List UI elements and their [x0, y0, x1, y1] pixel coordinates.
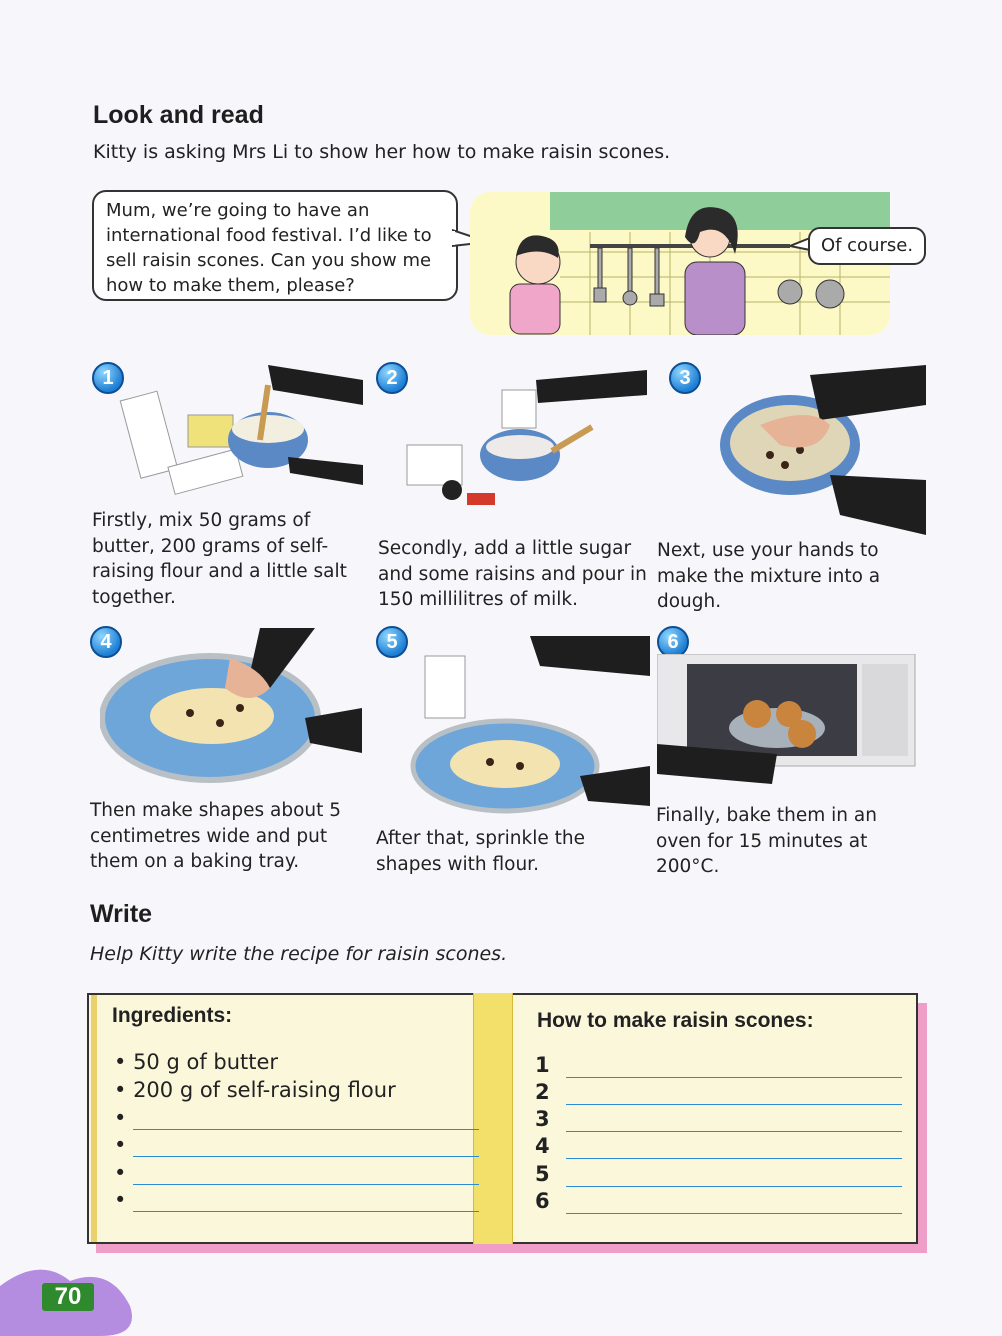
method-number-2: 2	[535, 1080, 550, 1104]
step-badge-4: 4	[90, 626, 122, 658]
ingredient-text-1: 50 g of butter	[133, 1050, 279, 1074]
recipe-left-strip	[91, 995, 97, 1242]
step-3-caption: Next, use your hands to make the mixture into a dough.	[657, 540, 881, 612]
method-answer-line-1[interactable]	[566, 1077, 902, 1078]
intro-text: Kitty is asking Mrs Li to show her how to make raisin scones.	[93, 141, 671, 163]
page-number: 70	[42, 1283, 94, 1311]
write-instruction: Help Kitty write the recipe for raisin scones.	[90, 943, 508, 965]
ingredient-answer-line-6[interactable]	[133, 1211, 479, 1212]
method-answer-line-3[interactable]	[566, 1131, 902, 1132]
ingredient-bullet-6: •	[114, 1188, 127, 1212]
method-number-4: 4	[535, 1134, 550, 1158]
ingredient-item-2: • 200 g of self-raising flour	[114, 1078, 396, 1102]
ingredient-answer-line-3[interactable]	[133, 1129, 479, 1130]
method-number-5: 5	[535, 1162, 550, 1186]
ingredient-bullet-3: •	[114, 1106, 127, 1130]
step-4-photo-shaping	[100, 628, 362, 798]
method-number-6: 6	[535, 1189, 550, 1213]
recipe-divider	[473, 993, 513, 1244]
step-badge-5: 5	[376, 626, 408, 658]
step-5-caption: After that, sprinkle the shapes with flour.	[376, 828, 585, 875]
method-number-3: 3	[535, 1107, 550, 1131]
step-badge-2: 2	[376, 362, 408, 394]
step-badge-3: 3	[669, 362, 701, 394]
step-5-photo-sprinkling	[410, 636, 650, 816]
step-6-caption: Finally, bake them in an oven for 15 minutes at 200°C.	[656, 805, 877, 877]
section-title-write: Write	[90, 900, 153, 928]
method-number-1: 1	[535, 1053, 550, 1077]
method-answer-line-2[interactable]	[566, 1104, 902, 1105]
step-badge-1: 1	[92, 362, 124, 394]
mum-speech-bubble: Of course.	[808, 227, 926, 265]
step-2-photo-adding	[402, 365, 647, 505]
ingredient-item-1: • 50 g of butter	[114, 1050, 279, 1074]
method-answer-line-4[interactable]	[566, 1158, 902, 1159]
method-answer-line-5[interactable]	[566, 1186, 902, 1187]
ingredient-answer-line-4[interactable]	[133, 1156, 479, 1157]
ingredient-answer-line-5[interactable]	[133, 1184, 479, 1185]
step-6-photo-oven	[657, 654, 917, 794]
ingredient-bullet-4: •	[114, 1133, 127, 1157]
section-title-look-and-read: Look and read	[93, 101, 264, 129]
step-4-caption: Then make shapes about 5 centimetres wide and put them on a baking tray.	[90, 800, 342, 872]
kitty-speech-bubble: Mum, we’re going to have an international food festival. I’d like to sell raisin scones. Can you show me how to make them, please?	[92, 190, 458, 301]
method-answer-line-6[interactable]	[566, 1213, 902, 1214]
ingredient-bullet-5: •	[114, 1161, 127, 1185]
step-1-caption: Firstly, mix 50 grams of butter, 200 grams of self-raising flour and a little salt together.	[92, 510, 347, 608]
step-3-photo-dough	[700, 365, 926, 537]
step-1-photo-mixing	[118, 365, 363, 505]
method-title: How to make raisin scones:	[537, 1009, 814, 1032]
step-badge-6: 6	[657, 626, 689, 658]
ingredients-title: Ingredients:	[112, 1004, 233, 1027]
step-2-caption: Secondly, add a little sugar and some raisins and pour in 150 millilitres of milk.	[378, 538, 647, 610]
ingredient-text-2: 200 g of self-raising flour	[133, 1078, 396, 1102]
